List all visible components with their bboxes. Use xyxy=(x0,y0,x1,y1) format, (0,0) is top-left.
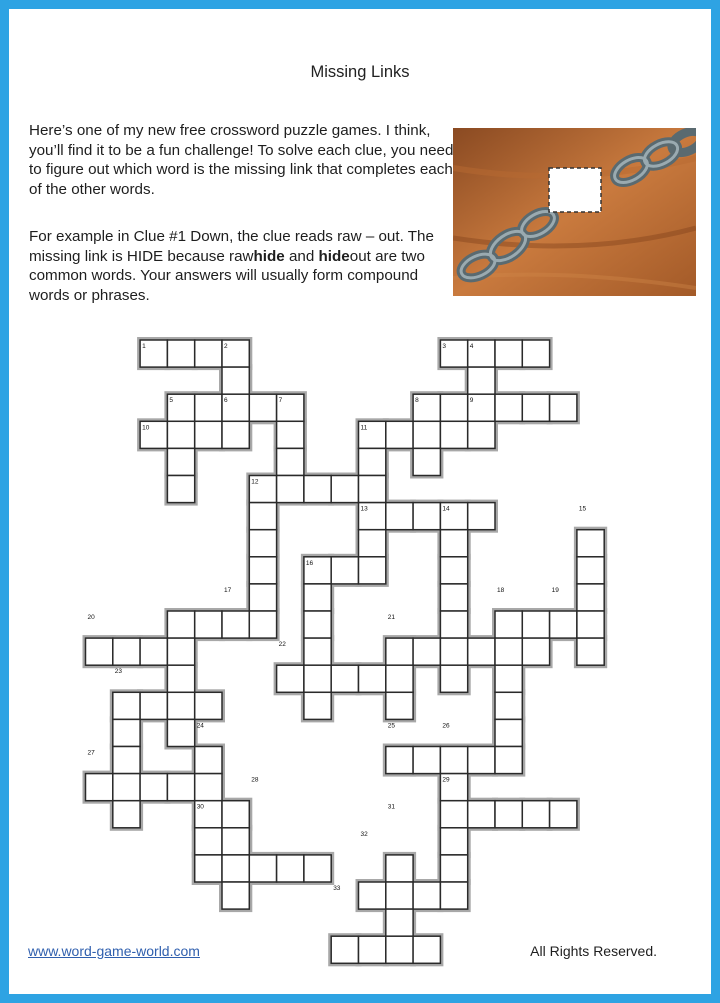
crossword-cell[interactable] xyxy=(495,638,522,665)
crossword-cell[interactable] xyxy=(440,638,467,665)
crossword-cell[interactable] xyxy=(86,774,113,801)
clue-number: 17 xyxy=(224,586,232,594)
clue-number: 33 xyxy=(333,885,341,892)
crossword-cell[interactable] xyxy=(495,801,522,828)
clue-number: 9 xyxy=(469,397,474,405)
crossword-cell[interactable] xyxy=(222,855,249,882)
crossword-cell[interactable] xyxy=(440,801,467,828)
crossword-cell[interactable] xyxy=(522,340,549,367)
crossword-cell[interactable] xyxy=(440,584,467,611)
clue-number: 20 xyxy=(87,614,95,621)
crossword-cell[interactable] xyxy=(386,909,413,936)
crossword-cell[interactable] xyxy=(440,665,467,692)
copyright-notice: All Rights Reserved. xyxy=(530,943,657,959)
crossword-cell[interactable] xyxy=(495,340,522,367)
crossword-cell[interactable] xyxy=(577,611,604,638)
crossword-cell[interactable] xyxy=(304,611,331,638)
crossword-cell[interactable] xyxy=(550,801,577,828)
crossword-cell[interactable] xyxy=(222,421,249,448)
intro-paragraph: Here’s one of my new free crossword puzzle games. I think, you’ll find it to be a fun challenge! To solve each clue, you need to figure out which word is the missing link that completes each of the other words. xyxy=(29,122,454,198)
crossword-cell[interactable] xyxy=(249,530,276,557)
crossword-cell[interactable] xyxy=(304,855,331,882)
crossword-cell[interactable] xyxy=(522,638,549,665)
crossword-cell[interactable] xyxy=(249,584,276,611)
crossword-cell[interactable] xyxy=(195,774,222,801)
crossword-cell[interactable] xyxy=(359,936,386,963)
crossword-cell[interactable] xyxy=(495,611,522,638)
crossword-cell[interactable] xyxy=(495,665,522,692)
crossword-cell[interactable] xyxy=(440,747,467,774)
crossword-cell[interactable] xyxy=(440,421,467,448)
crossword-cell[interactable] xyxy=(413,747,440,774)
crossword-cell[interactable] xyxy=(277,665,304,692)
crossword-cell[interactable] xyxy=(440,611,467,638)
clue-number: 10 xyxy=(142,424,150,432)
crossword-cell[interactable] xyxy=(550,611,577,638)
crossword-cell[interactable] xyxy=(249,394,276,421)
clue-number: 27 xyxy=(87,749,95,757)
clue-number: 12 xyxy=(251,478,259,486)
clue-number: 18 xyxy=(497,586,505,594)
crossword-cell[interactable] xyxy=(440,828,467,855)
crossword-cell[interactable] xyxy=(386,855,413,882)
crossword-cell[interactable] xyxy=(277,476,304,503)
crossword-cell[interactable] xyxy=(195,855,222,882)
crossword-cell[interactable] xyxy=(577,530,604,557)
crossword-cell[interactable] xyxy=(359,448,386,475)
clue-number: 21 xyxy=(387,614,396,621)
crossword-cell[interactable] xyxy=(468,638,495,665)
clue-number: 11 xyxy=(360,424,368,432)
crossword-cell[interactable] xyxy=(577,638,604,665)
crossword-cell[interactable] xyxy=(331,936,358,963)
crossword-cell[interactable] xyxy=(113,719,140,746)
page-title: Missing Links xyxy=(310,63,410,81)
clue-number: 8 xyxy=(415,397,419,405)
crossword-cell[interactable] xyxy=(331,665,358,692)
crossword-cell[interactable] xyxy=(386,747,413,774)
clue-number: 2 xyxy=(224,343,228,350)
crossword-cell[interactable] xyxy=(359,882,386,909)
crossword-cell[interactable] xyxy=(386,882,413,909)
crossword-cell[interactable] xyxy=(304,476,331,503)
crossword-cell[interactable] xyxy=(140,774,167,801)
crossword-cell[interactable] xyxy=(222,882,249,909)
crossword-cell[interactable] xyxy=(440,394,467,421)
crossword-cell[interactable] xyxy=(522,394,549,421)
crossword-cell[interactable] xyxy=(304,584,331,611)
clue-number: 15 xyxy=(578,505,587,513)
crossword-cell[interactable] xyxy=(167,719,194,746)
crossword-cell[interactable] xyxy=(440,882,467,909)
crossword-cell[interactable] xyxy=(140,692,167,719)
crossword-cell[interactable] xyxy=(495,719,522,746)
crossword-cell[interactable] xyxy=(195,828,222,855)
clue-number: 22 xyxy=(278,641,286,649)
crossword-cell[interactable] xyxy=(113,638,140,665)
crossword-cell[interactable] xyxy=(113,774,140,801)
example-paragraph: For example in Clue #1 Down, the clue reads raw – out. The missing link is HIDE because rawhide and hideout are two common words. Your answers will usually form compound words or phrases. xyxy=(29,228,434,304)
clue-number: 31 xyxy=(387,803,396,811)
crossword-cell[interactable] xyxy=(386,638,413,665)
clue-number: 25 xyxy=(387,722,396,730)
crossword-cell[interactable] xyxy=(140,638,167,665)
crossword-cell[interactable] xyxy=(167,774,194,801)
crossword-cell[interactable] xyxy=(359,530,386,557)
clue-number: 5 xyxy=(169,397,174,405)
crossword-cell[interactable] xyxy=(249,503,276,530)
crossword-cell[interactable] xyxy=(386,421,413,448)
crossword-cell[interactable] xyxy=(222,801,249,828)
crossword-cell[interactable] xyxy=(468,801,495,828)
crossword-cell[interactable] xyxy=(113,801,140,828)
crossword-cell[interactable] xyxy=(167,665,194,692)
clue-number: 14 xyxy=(442,505,450,513)
clue-number: 26 xyxy=(442,722,450,730)
crossword-cell[interactable] xyxy=(331,557,358,584)
crossword-cell[interactable] xyxy=(195,394,222,421)
crossword-cell[interactable] xyxy=(440,557,467,584)
crossword-cell[interactable] xyxy=(113,747,140,774)
crossword-cell[interactable] xyxy=(167,421,194,448)
crossword-cell[interactable] xyxy=(304,692,331,719)
crossword-cell[interactable] xyxy=(277,855,304,882)
crossword-cell[interactable] xyxy=(359,476,386,503)
crossword-cell[interactable] xyxy=(195,340,222,367)
crossword-cell[interactable] xyxy=(468,367,495,394)
crossword-cell[interactable] xyxy=(386,665,413,692)
crossword-cell[interactable] xyxy=(386,936,413,963)
crossword-cell[interactable] xyxy=(167,476,194,503)
crossword-cell[interactable] xyxy=(359,557,386,584)
clue-number: 32 xyxy=(360,830,368,838)
crossword-cell[interactable] xyxy=(195,421,222,448)
crossword-cell[interactable] xyxy=(86,638,113,665)
crossword-cell[interactable] xyxy=(222,367,249,394)
crossword-cell[interactable] xyxy=(167,638,194,665)
clue-number: 1 xyxy=(142,343,146,350)
clue-number: 29 xyxy=(442,776,450,784)
crossword-cell[interactable] xyxy=(495,747,522,774)
crossword-cell[interactable] xyxy=(167,692,194,719)
crossword-cell[interactable] xyxy=(386,503,413,530)
clue-number: 24 xyxy=(196,722,204,730)
crossword-cell[interactable] xyxy=(577,584,604,611)
clue-number: 7 xyxy=(278,397,283,405)
clue-number: 16 xyxy=(305,559,314,567)
crossword-cell[interactable] xyxy=(331,476,358,503)
crossword-cell[interactable] xyxy=(249,855,276,882)
crossword-cell[interactable] xyxy=(359,665,386,692)
clue-number: 3 xyxy=(442,343,447,350)
crossword-cell[interactable] xyxy=(249,611,276,638)
crossword-cell[interactable] xyxy=(249,557,276,584)
clue-number: 13 xyxy=(360,505,368,513)
crossword-cell[interactable] xyxy=(195,692,222,719)
clue-number: 30 xyxy=(196,803,204,811)
crossword-cell[interactable] xyxy=(277,448,304,475)
crossword-cell[interactable] xyxy=(522,611,549,638)
crossword-cell[interactable] xyxy=(304,665,331,692)
crossword-cell[interactable] xyxy=(386,692,413,719)
crossword-cell[interactable] xyxy=(167,611,194,638)
crossword-cell[interactable] xyxy=(577,557,604,584)
crossword-cell[interactable] xyxy=(413,503,440,530)
crossword-cell[interactable] xyxy=(440,855,467,882)
clue-number: 19 xyxy=(551,586,559,594)
crossword-cell[interactable] xyxy=(468,421,495,448)
clue-number: 28 xyxy=(251,776,259,784)
crossword-cell[interactable] xyxy=(167,340,194,367)
crossword-cell[interactable] xyxy=(113,692,140,719)
website-link[interactable]: www.word-game-world.com xyxy=(28,943,200,959)
crossword-cell[interactable] xyxy=(413,421,440,448)
crossword-cell[interactable] xyxy=(440,530,467,557)
crossword-cell[interactable] xyxy=(413,638,440,665)
crossword-cell[interactable] xyxy=(468,503,495,530)
clue-number: 23 xyxy=(114,668,123,676)
crossword-cell[interactable] xyxy=(195,611,222,638)
crossword-cell[interactable] xyxy=(522,801,549,828)
crossword-cell[interactable] xyxy=(195,747,222,774)
crossword-cell[interactable] xyxy=(468,747,495,774)
crossword-cell[interactable] xyxy=(495,394,522,421)
crossword-cell[interactable] xyxy=(277,421,304,448)
crossword-cell[interactable] xyxy=(222,828,249,855)
clue-number: 6 xyxy=(224,397,228,405)
crossword-cell[interactable] xyxy=(495,692,522,719)
crossword-cell[interactable] xyxy=(304,638,331,665)
clue-number: 4 xyxy=(469,343,474,350)
crossword-cell[interactable] xyxy=(413,448,440,475)
crossword-cell[interactable] xyxy=(167,448,194,475)
crossword-cell[interactable] xyxy=(222,611,249,638)
crossword-cell[interactable] xyxy=(550,394,577,421)
crossword-cell[interactable] xyxy=(413,936,440,963)
crossword-cell[interactable] xyxy=(413,882,440,909)
